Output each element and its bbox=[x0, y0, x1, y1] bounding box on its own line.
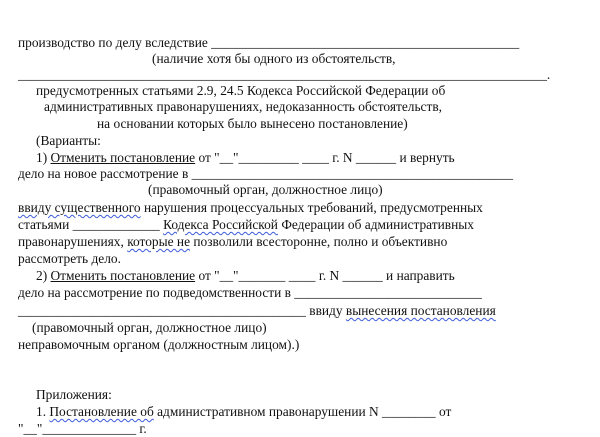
spellcheck-phrase: ввиду существенного bbox=[18, 200, 141, 215]
text-line bbox=[36, 268, 455, 284]
text-line: рассмотреть дело. bbox=[18, 251, 121, 266]
text-segment: 1. bbox=[36, 404, 50, 419]
text-segment: статьями bbox=[18, 217, 73, 232]
text-line bbox=[18, 303, 496, 319]
text-segment: от "__"_______ ____ г. N ______ и направить bbox=[195, 268, 455, 283]
spellcheck-phrase: вынесения постановления bbox=[345, 303, 496, 318]
text-segment: нарушения процессуальных требований, предусмотренных bbox=[140, 200, 483, 215]
text-line: дело на рассмотрение по подведомственности в ____________________________ bbox=[18, 285, 482, 300]
text-segment: 2) bbox=[36, 268, 51, 283]
text-line: "__"______________ г. bbox=[18, 421, 147, 436]
underlined-phrase: Отменить постановление bbox=[50, 268, 196, 283]
text-line: (Варианты: bbox=[36, 133, 101, 148]
text-segment: от "__"_________ ____ г. N ______ и вернуть bbox=[195, 150, 455, 165]
text-segment: _____________ bbox=[72, 217, 160, 232]
text-line bbox=[18, 234, 447, 250]
text-line bbox=[18, 200, 483, 216]
text-line: (наличие хотя бы одного из обстоятельств, bbox=[152, 51, 396, 66]
text-segment: 1) bbox=[36, 150, 51, 165]
text-segment: правонарушениях, bbox=[18, 234, 128, 249]
text-line: административных правонарушениях, недоказанность обстоятельств, bbox=[44, 99, 443, 114]
text-line: дело на новое рассмотрение в ________________________________________________ bbox=[18, 166, 514, 181]
text-line: на основании которых было вынесено постановление) bbox=[97, 116, 408, 131]
text-line: _______________________________________________________________________________. bbox=[18, 67, 551, 82]
underlined-phrase: Отменить постановление bbox=[50, 150, 196, 165]
spellcheck-phrase: которые не bbox=[127, 234, 191, 249]
spellcheck-phrase: Кодекса Российской bbox=[163, 217, 278, 232]
text-line: Приложения: bbox=[36, 387, 112, 402]
text-line bbox=[36, 404, 451, 420]
text-line: неправомочным органом (должностным лицом).) bbox=[18, 337, 300, 352]
text-line: (правомочный орган, должностное лицо) bbox=[32, 320, 267, 335]
text-line: производство по делу вследствие ______________________________________________ bbox=[18, 35, 520, 50]
text-segment: Федерации об административных bbox=[277, 217, 474, 232]
text-line bbox=[18, 217, 474, 233]
text-line bbox=[36, 150, 455, 166]
text-segment: ___________________________________________ ввиду bbox=[18, 303, 346, 318]
text-line: предусмотренных статьями 2.9, 24.5 Кодекса Российской Федерации об bbox=[36, 83, 446, 98]
spellcheck-phrase: Постановление об bbox=[49, 404, 154, 419]
text-segment: позволили всесторонне, полно и объективно bbox=[190, 234, 448, 249]
text-line: (правомочный орган, должностное лицо) bbox=[148, 182, 383, 197]
text-segment: административном правонарушении N ________ от bbox=[153, 404, 452, 419]
